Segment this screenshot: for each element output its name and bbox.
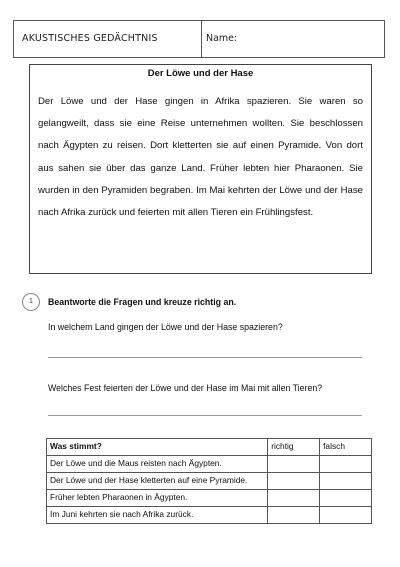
true-false-table <box>46 438 372 524</box>
header-statement: Was stimmt? <box>47 439 268 456</box>
table-row <box>47 473 372 490</box>
falsch-checkbox-cell[interactable] <box>320 473 372 490</box>
worksheet-header <box>13 20 385 58</box>
richtig-checkbox-cell[interactable] <box>268 507 320 524</box>
task-instruction: Beantworte die Fragen und kreuze richtig an. <box>48 297 237 307</box>
statement-cell: Der Löwe und die Maus reisten nach Ägypten. <box>47 456 268 473</box>
table-header-row <box>47 439 372 456</box>
answer-line-2[interactable] <box>48 415 362 416</box>
table-row <box>47 490 372 507</box>
header-falsch: falsch <box>320 439 372 456</box>
richtig-checkbox-cell[interactable] <box>268 473 320 490</box>
richtig-checkbox-cell[interactable] <box>268 490 320 507</box>
name-field-label: Name: <box>206 33 238 44</box>
richtig-checkbox-cell[interactable] <box>268 456 320 473</box>
table-row <box>47 507 372 524</box>
header-divider <box>201 21 202 57</box>
falsch-checkbox-cell[interactable] <box>320 490 372 507</box>
story-title: Der Löwe und der Hase <box>147 68 254 79</box>
question-2: Welches Fest feierten der Löwe und der Hase im Mai mit allen Tieren? <box>48 383 323 393</box>
worksheet-title: AKUSTISCHES GEDÄCHTNIS <box>22 33 158 44</box>
task-number-badge: 1 <box>22 293 40 311</box>
story-text: Der Löwe und der Hase gingen in Afrika spazieren. Sie waren so gelangweilt, dass sie eine Reise unternehmen wollten. Sie beschlossen nach Ägypten zu reisen. Dort kletterten sie auf einen Pyramide. Von dort aus sahen sie über das ganze Land. Früher lebten hier Pharaonen. Sie wurden in den Pyramiden begraben. Im Mai kehrten der Löwe und der Hase nach Afrika zurück und feierten mit allen Tieren ein Frühlingsfest. <box>38 96 363 219</box>
statement-cell: Im Juni kehrten sie nach Afrika zurück. <box>47 507 268 524</box>
statement-cell: Der Löwe und der Hase kletterten auf eine Pyramide. <box>47 473 268 490</box>
story-box <box>29 64 372 274</box>
header-richtig: richtig <box>268 439 320 456</box>
falsch-checkbox-cell[interactable] <box>320 456 372 473</box>
question-1: In welchem Land gingen der Löwe und der Hase spazieren? <box>48 322 283 332</box>
answer-line-1[interactable] <box>48 357 362 358</box>
statement-cell: Früher lebten Pharaonen in Ägypten. <box>47 490 268 507</box>
falsch-checkbox-cell[interactable] <box>320 507 372 524</box>
table-row <box>47 456 372 473</box>
